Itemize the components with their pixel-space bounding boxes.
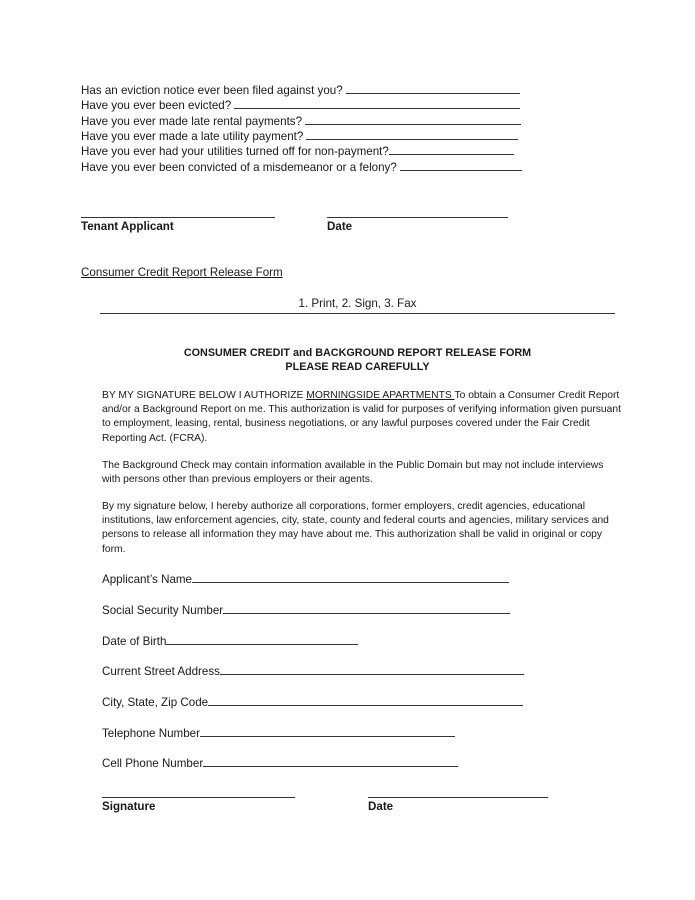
question-label: Have you ever made late rental payments? (81, 115, 303, 128)
field-label: Cell Phone Number (102, 757, 204, 770)
field-label: City, State, Zip Code (102, 696, 209, 709)
tenant-signature-label: Tenant Applicant (81, 220, 174, 233)
field-telephone (102, 725, 455, 741)
form-subtitle: PLEASE READ CAREFULLY (285, 361, 430, 373)
question-label: Have you ever been evicted? (81, 99, 232, 112)
field-city-state-zip (102, 694, 523, 710)
consumer-credit-form-link[interactable]: Consumer Credit Report Release Form (81, 266, 283, 279)
telephone-input[interactable] (200, 725, 455, 737)
answer-blank[interactable] (400, 159, 522, 171)
company-name: MORNINGSIDE APARTMENTS (306, 390, 455, 401)
question-row (81, 128, 518, 144)
question-row (81, 159, 522, 175)
horizontal-rule (100, 313, 615, 314)
answer-blank[interactable] (234, 97, 520, 109)
answer-blank[interactable] (346, 82, 520, 94)
question-label: Has an eviction notice ever been filed against you? (81, 84, 343, 97)
question-row (81, 97, 520, 113)
signature-line[interactable] (102, 797, 295, 798)
date-line[interactable] (368, 797, 548, 798)
field-label: Social Security Number (102, 604, 224, 617)
authorization-suffix: To obtain a Consumer Credit Report and/or a Background Report on me. This authorization is valid for purposes of verifying information given pursuant to employment, leasing, rental, business negotiations, or any lawful purposes covered under the Fair Credit Reporting Act. (FCRA). (102, 390, 621, 444)
city-state-zip-input[interactable] (208, 694, 523, 706)
field-ssn (102, 602, 510, 618)
question-label: Have you ever been convicted of a misdemeanor or a felony? (81, 161, 397, 174)
ssn-input[interactable] (223, 602, 510, 614)
answer-blank[interactable] (389, 143, 514, 155)
applicant-name-input[interactable] (192, 571, 509, 583)
form-title: CONSUMER CREDIT and BACKGROUND REPORT RELEASE FORM (183, 347, 532, 359)
release-authorization-paragraph: By my signature below, I hereby authorize all corporations, former employers, credit agencies, educational institutions, law enforcement agencies, city, state, county and federal courts and agencies, military services and persons to release all information they may have about me. This authorization shall be valid in original or copy form. (102, 501, 609, 555)
question-row (81, 113, 521, 129)
question-row (81, 143, 514, 159)
date-label: Date (368, 800, 394, 813)
field-date-of-birth (102, 633, 358, 649)
field-label: Current Street Address (102, 665, 220, 678)
field-applicant-name (102, 571, 509, 587)
tenant-date-line[interactable] (327, 217, 508, 218)
answer-blank[interactable] (305, 113, 521, 125)
question-label: Have you ever made a late utility payment? (81, 130, 304, 143)
field-cell-phone (102, 755, 458, 771)
field-label: Date of Birth (102, 635, 167, 648)
field-street-address (102, 663, 524, 679)
street-address-input[interactable] (220, 663, 524, 675)
instructions-text: 1. Print, 2. Sign, 3. Fax (298, 297, 417, 310)
authorization-paragraph (102, 389, 622, 446)
date-of-birth-input[interactable] (166, 633, 358, 645)
question-label: Have you ever had your utilities turned off for non-payment? (81, 145, 389, 158)
background-check-paragraph: The Background Check may contain information available in the Public Domain but may not include interviews with persons other than previous employers or their agents. (102, 460, 604, 486)
cell-phone-input[interactable] (203, 755, 458, 767)
question-row (81, 82, 520, 98)
tenant-date-label: Date (327, 220, 353, 233)
field-label: Applicant’s Name (102, 573, 193, 586)
tenant-signature-line[interactable] (81, 217, 275, 218)
field-label: Telephone Number (102, 727, 200, 740)
signature-label: Signature (102, 800, 156, 813)
answer-blank[interactable] (306, 128, 518, 140)
authorization-prefix: BY MY SIGNATURE BELOW I AUTHORIZE (102, 390, 307, 401)
